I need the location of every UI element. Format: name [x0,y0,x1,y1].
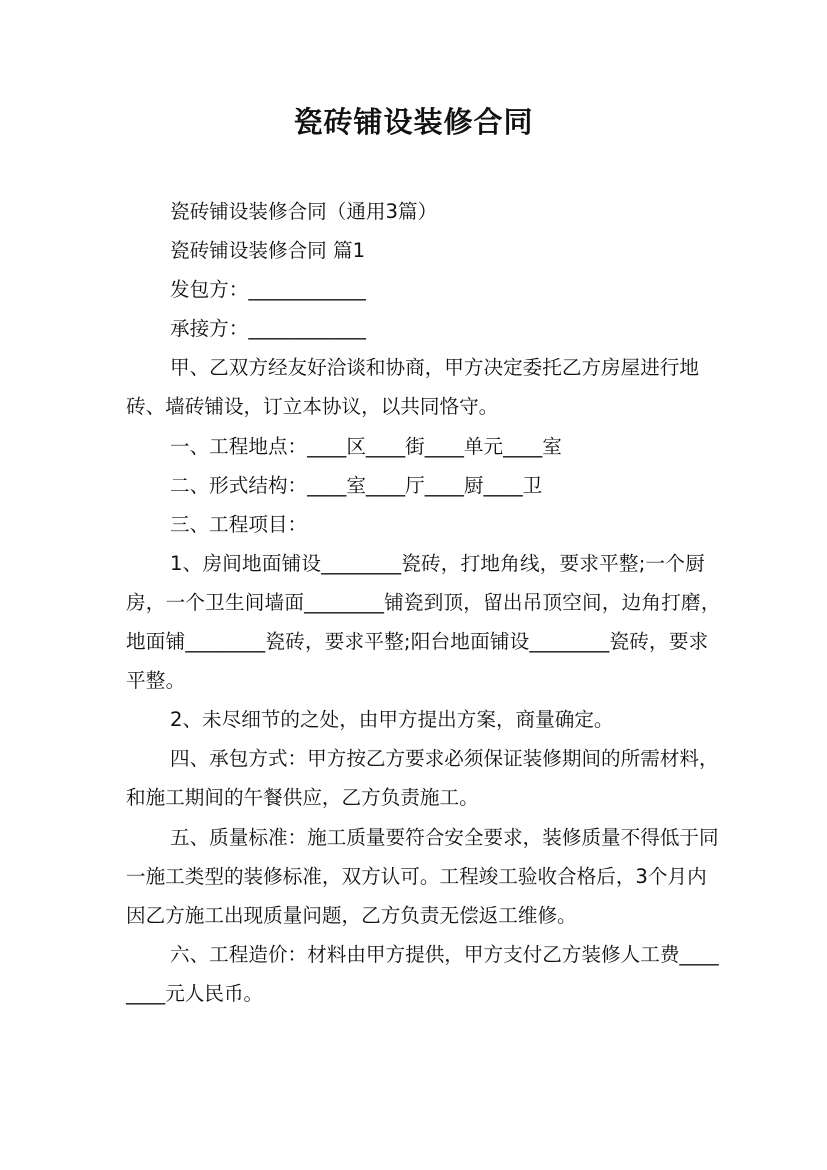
paragraph-location: 一、工程地点：____区____街____单元____室 [170,434,562,458]
paragraph-subtitle: 瓷砖铺设装修合同（通用3篇） [170,200,438,223]
paragraph-contract-method: 四、承包方式：甲方按乙方要求必须保证装修期间的所需材料，和施工期间的午餐供应，乙方负责施工。 [126,747,719,810]
document-body [126,192,726,1013]
paragraph-quality-standard: 五、质量标准：施工质量要符合安全要求，装修质量不得低于同一施工类型的装修标准，双方认可。工程竣工验收合格后，3个月内因乙方施工出现质量问题，乙方负责无偿返工维修。 [126,825,719,927]
paragraph-intro: 甲、乙双方经友好洽谈和协商，甲方决定委托乙方房屋进行地砖、墙砖铺设，订立本协议，以共同恪守。 [126,356,700,419]
paragraph-part-heading: 瓷砖铺设装修合同 篇1 [170,239,366,263]
paragraph-contractor: 承接方：____________ [170,317,366,341]
paragraph-employer: 发包方：____________ [170,278,366,302]
paragraph-project-heading: 三、工程项目： [170,512,308,536]
document-title: 瓷砖铺设装修合同 [293,105,534,139]
paragraph-project-item-1: 1、房间地面铺设________瓷砖，打地角线，要求平整;一个厨房，一个卫生间墙面________铺瓷到顶，留出吊顶空间，边角打磨，地面铺________瓷砖，要求平整;阳台地面铺设________瓷砖，要求平整。 [126,551,721,693]
paragraph-structure: 二、形式结构：____室____厅____厨____卫 [170,473,543,497]
paragraph-project-item-2: 2、未尽细节的之处，由甲方提出方案，商量确定。 [170,708,614,732]
paragraph-project-cost: 六、工程造价：材料由甲方提供，甲方支付乙方装修人工费________元人民币。 [126,942,719,1005]
